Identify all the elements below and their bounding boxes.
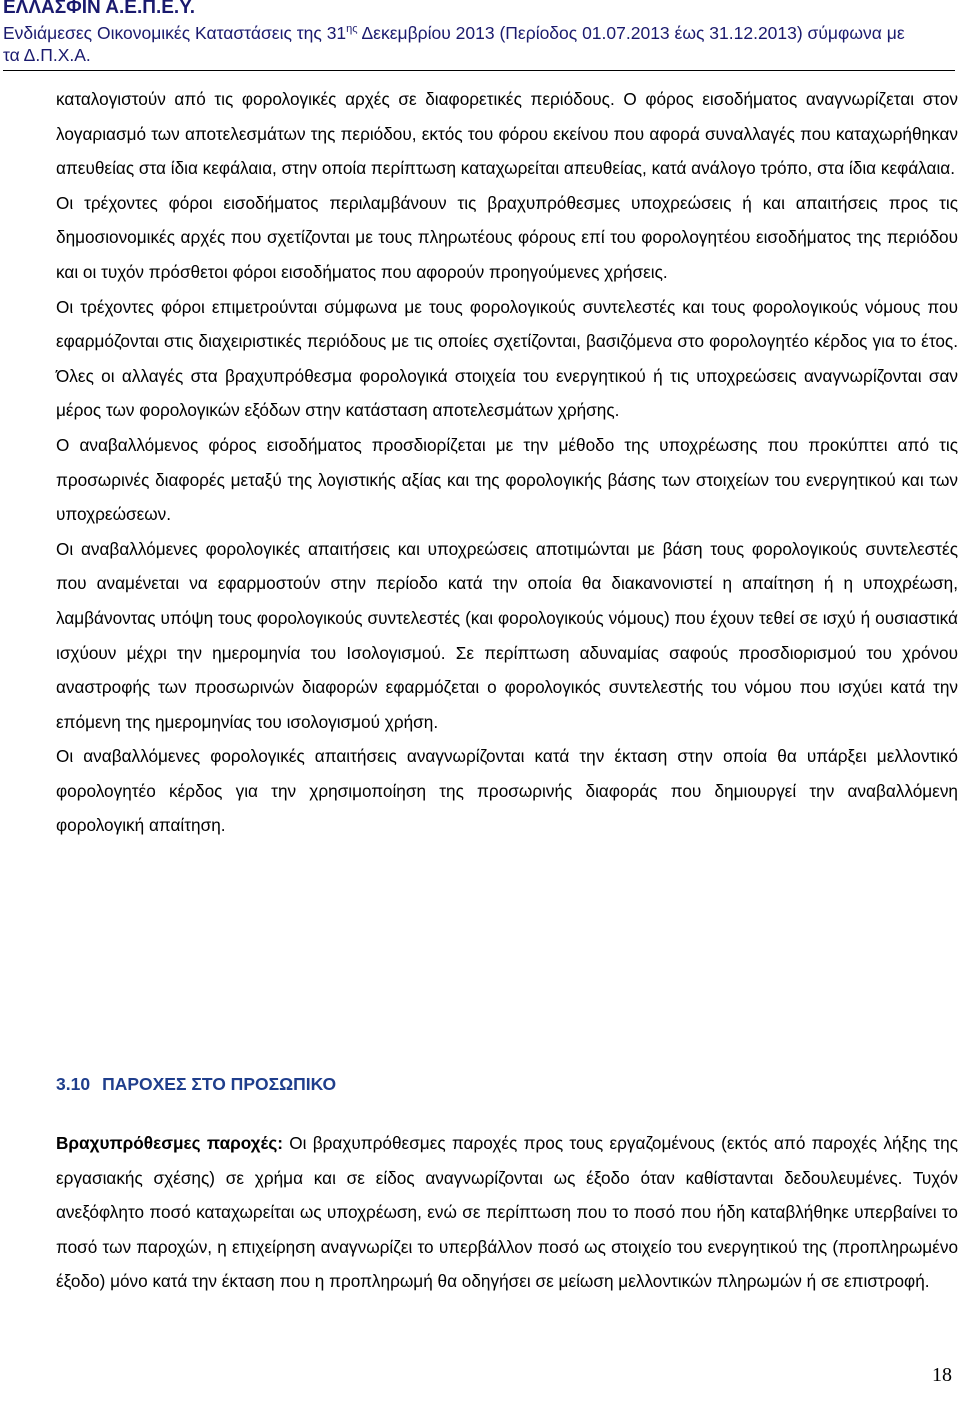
- company-name: ΕΛΛΑΣΦΙΝ Α.Ε.Π.Ε.Υ.: [3, 0, 196, 18]
- page-header: [3, 0, 955, 71]
- body-text: [56, 82, 958, 843]
- paragraph: Οι αναβαλλόμενες φορολογικές απαιτήσεις και υποχρεώσεις αποτιμώνται με βάση τους φορολογικούς συντελεστές που αναμένεται να εφαρμοστούν στην περίοδο κατά την οποία θα διακανονιστεί η απαίτηση ή η υποχρέωση, λαμβάνοντας υπόψη τους φορολογικούς συντελεστές (και φορολογικούς νόμους) που έχουν τεθεί σε ισχύ ή ουσιαστικά ισχύουν μέχρι την ημερομηνία του Ισολογισμού. Σε περίπτωση αδυναμίας σαφούς προσδιορισμού του χρόνου αναστροφής των προσωρινών διαφορών εφαρμόζεται ο φορολογικός συντελεστής του νόμου που ισχύει κατά την επόμενη της ημερομηνίας του ισολογισμού χρήση.: [56, 538, 958, 732]
- section-title: ΠΑΡΟΧΕΣ ΣΤΟ ΠΡΟΣΩΠΙΚΟ: [102, 1074, 337, 1094]
- short-term-benefits-paragraph: [56, 1126, 958, 1299]
- report-title-part1: Ενδιάμεσες Οικονομικές Καταστάσεις της 31: [3, 22, 347, 43]
- short-term-label: Βραχυπρόθεσμες παροχές:: [56, 1133, 283, 1153]
- report-title-part2: Δεκεμβρίου 2013 (Περίοδος 01.07.2013 έως 31.12.2013) σύμφωνα με: [357, 22, 905, 43]
- section-number: 3.10: [56, 1074, 91, 1094]
- ordinal-suffix: ης: [346, 23, 358, 35]
- paragraph: Οι τρέχοντες φόροι επιμετρούνται σύμφωνα με τους φορολογικούς συντελεστές και τους φορολογικούς νόμους που εφαρμόζονται στις διαχειριστικές περιόδους με τις οποίες σχετίζονται, βασιζόμενα στο φορολογητέο κέρδος για το έτος. Όλες οι αλλαγές στα βραχυπρόθεσμα φορολογικά στοιχεία του ενεργητικού ή τις υποχρεώσεις αναγνωρίζονται σαν μέρος των φορολογικών εξόδων στην κατάσταση αποτελεσμάτων χρήσης.: [56, 296, 958, 421]
- paragraph: Οι τρέχοντες φόροι εισοδήματος περιλαμβάνουν τις βραχυπρόθεσμες υποχρεώσεις ή και απαιτήσεις προς τις δημοσιονομικές αρχές που σχετίζονται με τους πληρωτέους φόρους επί του φορολογητέου εισοδήματος της περιόδου και οι τυχόν πρόσθετοι φόροι εισοδήματος που αφορούν προηγούμενες χρήσεις.: [56, 192, 958, 282]
- paragraph: Οι αναβαλλόμενες φορολογικές απαιτήσεις αναγνωρίζονται κατά την έκταση στην οποία θα υπάρξει μελλοντικό φορολογητέο κέρδος για την χρησιμοποίηση της προσωρινής διαφοράς που δημιουργεί την αναβαλλόμενη φορολογική απαίτηση.: [56, 746, 958, 836]
- paragraph: καταλογιστούν από τις φορολογικές αρχές σε διαφορετικές περιόδους. Ο φόρος εισοδήματος αναγνωρίζεται στον λογαριασμό των αποτελεσμάτων της περιόδου, εκτός του φόρου εκείνου που αφορά συναλλαγές που καταχωρήθηκαν απευθείας στα ίδια κεφάλαια, στην οποία περίπτωση καταχωρείται απευθείας, κατά ανάλογο τρόπο, στα ίδια κεφάλαια.: [56, 89, 958, 179]
- paragraph: Ο αναβαλλόμενος φόρος εισοδήματος προσδιορίζεται με την μέθοδο της υποχρέωσης που προκύπτει από τις προσωρινές διαφορές μεταξύ της λογιστικής αξίας και της φορολογικής βάσης των στοιχείων του ενεργητικού και των υποχρεώσεων.: [56, 434, 958, 525]
- report-standard: τα Δ.Π.Χ.Α.: [3, 44, 91, 65]
- page-number: 18: [932, 1364, 952, 1386]
- report-title: [3, 18, 955, 44]
- short-term-text: Οι βραχυπρόθεσμες παροχές προς τους εργαζομένους (εκτός από παροχές λήξης της εργασιακής σχέσης) σε χρήμα και σε είδος αναγνωρίζονται ως έξοδο όταν καθίστανται δεδουλευμένες. Τυχόν ανεξόφλητο ποσό καταχωρείται ως υποχρέωση, ενώ σε περίπτωση που το ποσό που ήδη καταβλήθηκε υπερβαίνει το ποσό των παροχών, η επιχείρηση αναγνωρίζει το υπερβάλλον ποσό ως στοιχείο του ενεργητικού της (προπληρωμένο έξοδο) μόνο κατά την έκταση που η προπληρωμή θα οδηγήσει σε μείωση μελλοντικών πληρωμών ή σε επιστροφή.: [56, 1133, 958, 1292]
- section-heading: [56, 1074, 348, 1095]
